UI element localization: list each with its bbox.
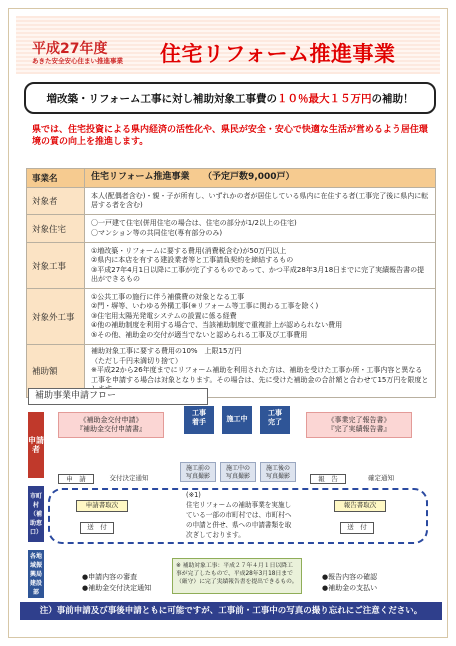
- pref-row-label: 各地域振興局建設部: [28, 550, 44, 598]
- spec-line: 〇一戸建て住宅(併用住宅の場合は、住宅の部分が1/2以上の住宅): [91, 219, 297, 227]
- footer-note: 注）事前申請及び事後申請ともに可能ですが、工事前・工事中の写真の撮り忘れにご注意ください。: [20, 602, 442, 620]
- flow-title: 補助事業申請フロー: [28, 388, 208, 405]
- spec-row: [27, 289, 436, 345]
- done-line2: 『完了実績報告書』: [327, 425, 391, 433]
- spec-line: ③住宅用太陽光発電システムの設置に係る経費: [91, 311, 237, 320]
- spec-line: ※平成22から26年度までにリフォーム補助を利用された方は、補助を受けた工事か所・工事内容と異なる工事を申請する場合は対象となります。その場合は、先に受けた補助金の合計額と合わせて15万円を限度と: [91, 366, 429, 384]
- banner-prefix: 増改築・リフォーム工事に対し補助対象工事費の: [46, 92, 277, 105]
- pref-bullet: ●申請内容の審査: [82, 573, 138, 581]
- spec-line: ②県内に本店を有する建設業者等と工事請負契約を締結するもの: [91, 256, 294, 264]
- report-label: 報 告: [310, 474, 346, 484]
- spec-line: ②門・塀等、いわゆる外構工事(※リフォーム等工事に関わる工事を除く): [91, 302, 319, 311]
- done-line1: 《事業完了報告書》: [327, 416, 391, 424]
- right-receipt-box: 報告書取次: [334, 500, 386, 512]
- issue-line2: 『補助金交付申請書』: [76, 425, 146, 433]
- photo-before-note: 施工前の 写真撮影: [180, 462, 216, 482]
- banner-suffix: の補助！: [371, 92, 414, 105]
- spec-row-value: [85, 243, 436, 289]
- step-complete: 工事 完了: [260, 406, 290, 434]
- spec-row-label: 対象外工事: [27, 289, 85, 345]
- banner-highlight: １０％最大１５万円: [276, 92, 372, 105]
- spec-row-label: 補助額: [27, 345, 85, 398]
- left-pref-bullets: [82, 572, 151, 594]
- pref-bullet: ●補助金の支払い: [322, 584, 378, 592]
- year-subtitle: あきた安全安心住まい推進事業: [32, 57, 123, 65]
- step-inprogress: 施工中: [222, 406, 252, 434]
- photo-during-note: 施工中の 写真撮影: [220, 462, 256, 482]
- main-title: 住宅リフォーム推進事業: [160, 42, 396, 66]
- intro-text: 県では、住宅投資による県内経済の活性化や、県民が安全・安心で快適な生活が営めるよう居住環境の質の向上を推進します。: [32, 125, 428, 147]
- spec-table: [26, 168, 436, 398]
- issue-line1: 《補助金交付申請》: [79, 416, 143, 424]
- done-report-box: [306, 412, 412, 438]
- spec-line: ①公共工事の施行に伴う補償費の対象となる工事: [91, 292, 245, 301]
- spec-line: ③平成27年4月1日以降に工事が完了するものであって、かつ平成28年3月18日までに完了実績報告書の提出ができるもの: [91, 265, 425, 283]
- photo-after-note: 施工後の 写真撮影: [260, 462, 296, 482]
- spec-row: [27, 243, 436, 289]
- spec-row-label: 対象工事: [27, 243, 85, 289]
- spec-head-value: 住宅リフォーム推進事業 （予定戸数9,000戸）: [85, 169, 436, 188]
- left-receipt-box: 申請書取次: [76, 500, 128, 512]
- step-start: 工事 着手: [184, 406, 214, 434]
- spec-head-label: 事業名: [27, 169, 85, 188]
- spec-line: （ただし千円未満切り捨て）: [91, 356, 182, 365]
- spec-row-value: [85, 188, 436, 215]
- right-pref-bullets: [322, 572, 377, 594]
- year-title: 平成27年度: [32, 41, 108, 57]
- confirm-notice-label: 確定通知: [356, 474, 406, 484]
- city-note: (※1) 住宅リフォームの補助事業を実施している一部の市町村では、市町村への申請と併せ、県への申請書類を取次ぎしております。: [186, 491, 292, 539]
- issue-application-box: [58, 412, 164, 438]
- spec-row: [27, 188, 436, 215]
- left-send-box: 送 付: [80, 522, 114, 534]
- spec-row-label: 対象者: [27, 188, 85, 215]
- spec-row-value: [85, 215, 436, 243]
- pref-bullet: ●報告内容の確認: [322, 573, 378, 581]
- spec-line: ⑤その他、補助金の交付が適当でないと認められる工事及び工事費用: [91, 330, 308, 339]
- apply-label: 申 請: [58, 474, 94, 484]
- spec-line: ④他の補助制度を利用する場合で、当該補助制度で重複計上が認められない費用: [91, 321, 343, 330]
- spec-line: ①増改築・リフォームに要する費用(消費税含む)が50万円以上: [91, 246, 287, 255]
- decision-notice-label: 交付決定通知: [104, 474, 154, 484]
- city-row-label: 市町村（補助窓口）: [28, 486, 44, 542]
- deadline-note: ※ 補助対象工事：平成２７年４月１日以降工事が完了したもので、平成28年3月18日まで（厳守）に完了実績報告書を提出できるもの。: [172, 558, 302, 594]
- spec-row-label: 対象住宅: [27, 215, 85, 243]
- right-send-box: 送 付: [340, 522, 374, 534]
- spec-line: 補助対象工事に要する費用の10% 上限15万円: [91, 347, 242, 355]
- spec-line: 〇マンション等の共同住宅(専有部分のみ): [91, 228, 223, 237]
- spec-row-value: [85, 289, 436, 345]
- spec-line: 本人(配偶者含む)・親・子が所有し、いずれかの者が居住している県内に在住する者(工事完了後に県内に転居する者を含む): [91, 191, 429, 209]
- spec-row: [27, 215, 436, 243]
- spec-head-row: [27, 169, 436, 188]
- pref-bullet: ●補助金交付決定通知: [82, 584, 152, 592]
- applicant-row-label: 申請者: [28, 412, 44, 478]
- subsidy-banner: [24, 82, 436, 114]
